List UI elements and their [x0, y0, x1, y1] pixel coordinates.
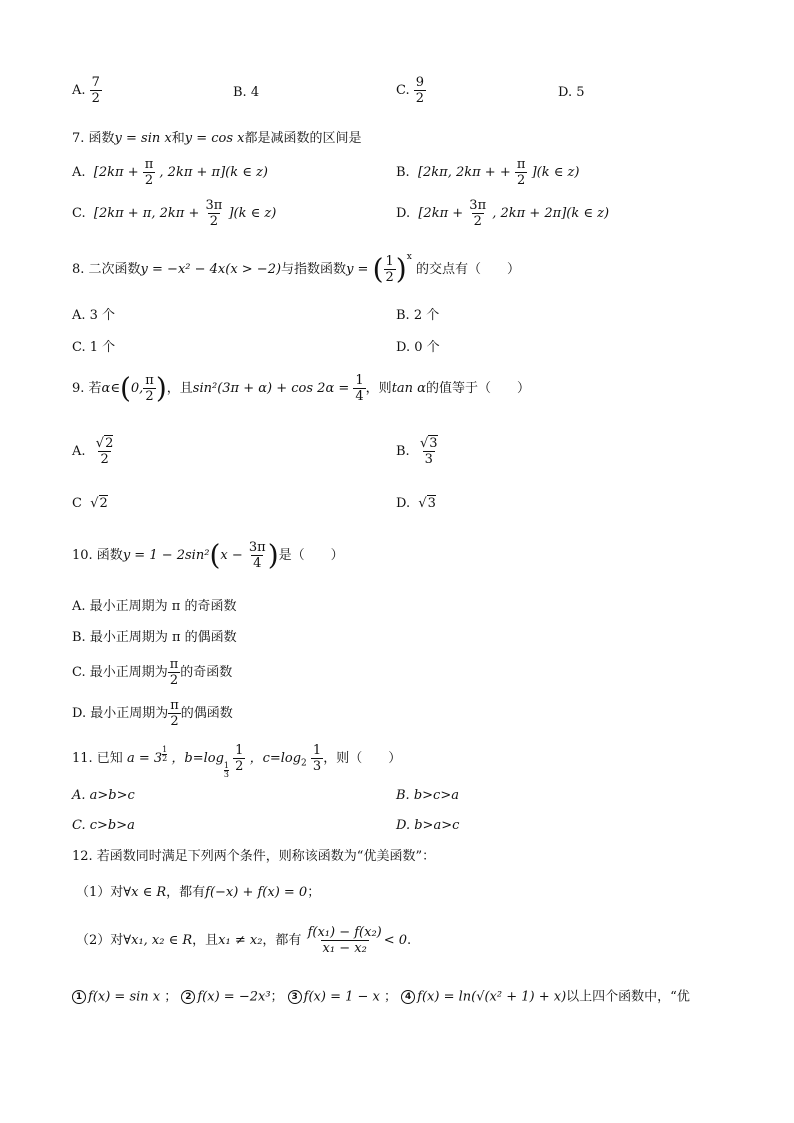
q6-option-c	[396, 76, 426, 105]
denominator: 2	[144, 172, 154, 188]
q7-option-b	[396, 158, 579, 187]
denominator: 2	[385, 269, 394, 285]
stem-text: 11. 已知	[72, 751, 123, 767]
q9-option-c: C √2	[72, 496, 108, 511]
stem-text: 10. 函数	[72, 548, 123, 564]
math-expr: ∀x ∈ R	[123, 885, 167, 900]
q11-option-d: D. b>a>c	[396, 818, 460, 833]
numerator: π	[145, 373, 154, 388]
denominator: 2	[235, 758, 244, 774]
stem-text: ，且	[192, 933, 219, 949]
numerator: 1	[223, 761, 229, 771]
denominator: 2	[473, 213, 482, 229]
circled-number-2: 2	[181, 990, 195, 1004]
math-expr: f(x) = ln(√(x² + 1) + x)	[417, 989, 567, 1005]
fraction	[311, 744, 323, 773]
q10-option-b: B. 最小正周期为 π 的偶函数	[72, 630, 237, 645]
q11-stem	[72, 744, 401, 779]
fraction	[94, 437, 116, 466]
stem-text: 都是减函数的区间是	[244, 131, 362, 146]
fraction	[168, 699, 181, 728]
q9-option-b	[396, 437, 440, 466]
right-paren: )	[155, 371, 167, 405]
option-label: C.	[72, 206, 86, 222]
stem-text: 9. 若	[72, 381, 102, 397]
q7-option-a	[72, 158, 268, 187]
numerator: √3	[419, 436, 438, 451]
fraction	[418, 437, 440, 466]
denominator: 2	[145, 388, 154, 404]
denominator: 2	[169, 672, 179, 688]
right-paren: )	[395, 252, 407, 286]
numerator: 1	[312, 743, 322, 758]
numerator: π	[144, 157, 154, 172]
denominator: 3	[424, 451, 433, 467]
math-expr: ](k ∈ z)	[531, 165, 580, 181]
stem-text: ，则（ ）	[323, 751, 402, 767]
math-expr: [2kπ +	[418, 206, 464, 222]
q6-option-b: B. 4	[233, 85, 260, 100]
fraction	[233, 744, 245, 773]
left-paren: (	[119, 371, 131, 405]
q6-option-a	[72, 76, 102, 105]
math-expr: , 2kπ + π](k ∈ z)	[159, 165, 268, 181]
option-text: D. 最小正周期为	[72, 706, 169, 722]
q6-option-d: D. 5	[558, 85, 585, 100]
option-label: A.	[72, 83, 86, 99]
fraction	[414, 76, 426, 105]
stem-text: ，则	[365, 381, 392, 397]
exponent: x	[406, 252, 412, 262]
left-paren: (	[372, 252, 384, 286]
q8-stem	[72, 253, 520, 284]
math-expr: y = cos x	[184, 131, 245, 146]
numerator: 1	[385, 253, 394, 269]
sqrt-radicand: 3	[429, 436, 438, 451]
q11-option-a: A. a>b>c	[72, 788, 135, 803]
math-expr: f(x) = −2x³	[197, 989, 271, 1005]
q10-option-c	[72, 658, 232, 687]
math-expr: < 0	[383, 933, 408, 949]
math-expr: tan α	[391, 381, 426, 397]
q11-option-c: C. c>b>a	[72, 818, 135, 833]
numerator: 3π	[469, 198, 487, 213]
option-text: 的奇函数	[180, 665, 233, 681]
stem-text: （1）对	[76, 885, 124, 900]
fraction	[247, 541, 268, 570]
stem-text: 与指数函数	[281, 262, 347, 277]
denominator: 3	[312, 758, 322, 774]
numerator: 3π	[248, 540, 266, 555]
math-expr: [2kπ, 2kπ + +	[417, 165, 511, 181]
sqrt-radicand: 2	[99, 496, 108, 511]
option-label: C	[72, 496, 82, 511]
stem-text: ，都有	[262, 933, 302, 949]
q9-option-a	[72, 437, 115, 466]
denominator: 2	[100, 451, 109, 467]
fraction	[143, 158, 156, 187]
fraction	[203, 199, 224, 228]
q9-stem	[72, 371, 530, 405]
math-expr: [2kπ +	[93, 165, 139, 181]
denominator: 4	[355, 388, 364, 404]
numerator: 3π	[205, 198, 223, 213]
option-text: 的偶函数	[180, 706, 233, 722]
q12-condition-2	[76, 926, 411, 955]
stem-text: 以上四个函数中，“优	[566, 989, 690, 1005]
option-label: A.	[72, 444, 86, 460]
fraction	[143, 374, 156, 403]
left-paren: (	[209, 538, 221, 572]
q10-option-d	[72, 699, 233, 728]
denominator: 2	[170, 713, 179, 729]
fraction	[467, 199, 488, 228]
denominator: 2	[91, 90, 100, 106]
numerator: 1	[235, 743, 244, 758]
circled-number-1: 1	[72, 990, 86, 1004]
math-expr: f(x) = 1 − x	[303, 989, 380, 1005]
numerator: f(x₁) − f(x₂)	[307, 925, 382, 940]
stem-text: 的值等于（ ）	[425, 381, 530, 397]
stem-text: （2）对	[76, 933, 124, 949]
denominator: 4	[253, 555, 262, 571]
fraction	[384, 255, 396, 284]
stem-text: ，且	[166, 381, 193, 397]
denominator: 2	[517, 172, 526, 188]
numerator: π	[169, 657, 179, 672]
math-expr: a = 3	[126, 751, 163, 767]
numerator: π	[170, 698, 179, 713]
fraction	[353, 374, 365, 403]
q8-option-b: B. 2 个	[396, 308, 440, 323]
numerator: 7	[91, 75, 100, 90]
right-paren: )	[267, 538, 279, 572]
math-expr: y = sin x	[114, 131, 172, 146]
stem-text: 7. 函数	[72, 131, 115, 146]
q12-condition-1	[76, 886, 320, 899]
stem-text: .	[407, 933, 412, 949]
denominator: 2	[209, 213, 219, 229]
stem-text: 的交点有（ ）	[415, 262, 520, 277]
math-expr: ](k ∈ z)	[228, 206, 277, 222]
option-label: D.	[396, 496, 411, 511]
numerator: 1	[162, 745, 168, 755]
sqrt-radicand: 2	[105, 436, 114, 451]
option-label: C.	[396, 83, 410, 99]
math-expr: f(−x) + f(x) = 0	[205, 885, 308, 900]
fraction	[306, 926, 384, 955]
option-label: D.	[396, 206, 411, 222]
q11-option-b: B. b>c>a	[396, 788, 459, 803]
fraction	[90, 76, 102, 105]
denominator: 2	[415, 90, 425, 106]
stem-text: ；	[307, 885, 321, 900]
fraction-subscript	[224, 762, 229, 779]
math-expr: x₁ ≠ x₂	[218, 933, 263, 949]
math-expr: y = 1 − 2sin²	[122, 548, 210, 564]
fraction	[168, 658, 181, 687]
math-expr: ，b=log	[171, 751, 224, 767]
q8-option-c: C. 1 个	[72, 340, 116, 355]
math-expr: x −	[220, 548, 243, 564]
numerator: π	[516, 157, 526, 172]
denominator: 2	[162, 754, 168, 764]
q8-option-d: D. 0 个	[396, 340, 440, 355]
circled-number-3: 3	[288, 990, 302, 1004]
q10-stem	[72, 538, 344, 572]
subscript: 2	[301, 758, 307, 769]
q10-option-a: A. 最小正周期为 π 的奇函数	[72, 599, 237, 614]
stem-text: 是（ ）	[278, 548, 344, 564]
q12-functions: 1 f(x) = sin x ； 2 f(x) = −2x³； 3 f(x) = 1 − x ； 4 f(x) = ln(√(x² + 1) + x)以上四个函数中，“优	[72, 990, 690, 1004]
option-text: C. 最小正周期为	[72, 665, 168, 681]
q12-stem: 12. 若函数同时满足下列两个条件，则称该函数为“优美函数”：	[72, 849, 436, 864]
math-expr: y = −x² − 4x(x > −2)	[140, 262, 282, 277]
q7-option-c	[72, 199, 276, 228]
stem-text: ，都有	[166, 885, 206, 900]
math-expr: sin²(3π + α) + cos 2α =	[192, 381, 350, 397]
math-expr: y =	[346, 262, 369, 277]
math-expr: f(x) = sin x	[88, 989, 161, 1005]
circled-number-4: 4	[401, 990, 415, 1004]
fraction-exponent	[162, 746, 167, 763]
math-expr: α∈	[101, 381, 120, 397]
option-label: A.	[72, 165, 86, 181]
stem-text: 8. 二次函数	[72, 262, 141, 277]
q8-option-a: A. 3 个	[72, 308, 116, 323]
math-expr: ，c=log	[249, 751, 302, 767]
q7-stem	[72, 132, 362, 145]
denominator: x₁ − x₂	[322, 940, 367, 956]
option-label: B.	[396, 165, 410, 181]
q7-option-d	[396, 199, 609, 228]
stem-text: 和	[171, 131, 185, 146]
math-expr: ∀x₁, x₂ ∈ R	[123, 933, 193, 949]
fraction	[515, 158, 528, 187]
q9-option-d: D. √3	[396, 496, 436, 511]
option-label: B.	[396, 444, 410, 460]
sqrt-radicand: 3	[427, 496, 436, 511]
numerator: 1	[355, 373, 364, 388]
numerator: √2	[95, 436, 114, 451]
numerator: 9	[415, 75, 425, 90]
denominator: 3	[223, 770, 229, 780]
math-expr: , 2kπ + 2π](k ∈ z)	[492, 206, 610, 222]
math-expr: [2kπ + π, 2kπ +	[93, 206, 200, 222]
math-expr: 0,	[130, 381, 144, 397]
